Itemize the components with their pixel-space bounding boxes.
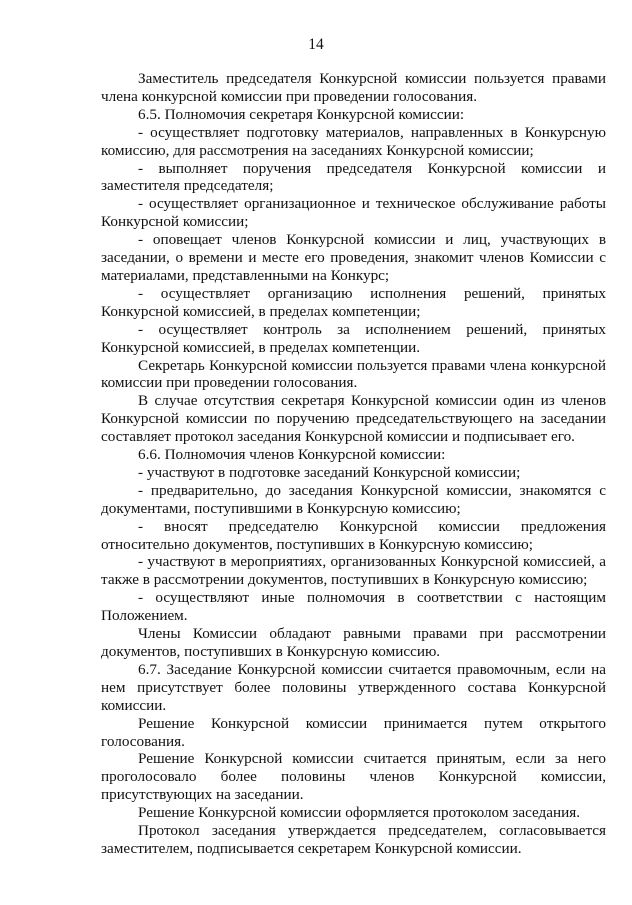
member-duty-prepare-meetings: - участвуют в подготовке заседаний Конкурсной комиссии; (138, 463, 521, 481)
secretary-duty-organizational-support: - осуществляет организационное и техническое обслуживание работы Конкурсной комиссии; (101, 195, 606, 231)
document-body (101, 70, 606, 858)
paragraph-equal-rights: Члены Комиссии обладают равными правами при рассмотрении документов, поступивших в Конкурсную комиссию. (101, 625, 606, 660)
paragraph-decision-adopted: Решение Конкурсной комиссии считается принятым, если за него проголосовало более половины членов Конкурсной комиссии, присутствующих на заседании. (101, 750, 606, 804)
section-6-6-heading: 6.6. Полномочия членов Конкурсной комиссии: (138, 446, 446, 464)
secretary-duty-execute-orders: - выполняет поручения председателя Конкурсной комиссии и заместителя председателя; (101, 159, 606, 195)
paragraph-protocol-approval: Протокол заседания утверждается председателем, согласовывается заместителем, подписывается секретарем Конкурсной комиссии. (101, 822, 606, 857)
paragraph-decision-protocol: Решение Конкурсной комиссии оформляется протоколом заседания. (138, 804, 581, 822)
section-6-5-heading: 6.5. Полномочия секретаря Конкурсной комиссии: (138, 105, 465, 123)
secretary-duty-prepare-materials: - осуществляет подготовку материалов, направленных в Конкурсную комиссию, для рассмотрения на заседаниях Конкурсной комиссии; (101, 123, 606, 159)
section-6-7-quorum: 6.7. Заседание Конкурсной комиссии считается правомочным, если на нем присутствует более половины утвержденного состава Конкурсной комиссии. (101, 660, 606, 714)
paragraph-secretary-rights: Секретарь Конкурсной комиссии пользуется правами члена конкурсной комиссии при проведении голосования. (101, 356, 606, 392)
paragraph-open-vote: Решение Конкурсной комиссии принимается путем открытого голосования. (101, 714, 606, 750)
secretary-duty-organize-execution: - осуществляет организацию исполнения решений, принятых Конкурсной комиссией, в пределах компетенции; (101, 284, 606, 320)
member-duty-review-documents: - предварительно, до заседания Конкурсной комиссии, знакомятся с документами, поступившими в Конкурсную комиссию; (101, 481, 606, 517)
paragraph-deputy-chair-rights: Заместитель председателя Конкурсной комиссии пользуется правами члена конкурсной комиссии при проведении голосования. (101, 70, 606, 105)
member-duty-submit-proposals: - вносят председателю Конкурсной комиссии предложения относительно документов, поступивших в Конкурсную комиссию; (101, 517, 606, 553)
paragraph-secretary-absence: В случае отсутствия секретаря Конкурсной комиссии один из членов Конкурсной комиссии по поручению председательствующего на заседании составляет протокол заседания Конкурсной комиссии и подписывает его. (101, 392, 606, 446)
member-duty-other-powers: - осуществляют иные полномочия в соответствии с настоящим Положением. (101, 589, 606, 625)
secretary-duty-notify-members: - оповещает членов Конкурсной комиссии и лиц, участвующих в заседании, о времени и месте его проведения, знакомит членов Комиссии с материалами, представленными на Конкурс; (101, 231, 606, 284)
page-number: 14 (308, 36, 324, 53)
secretary-duty-control-execution: - осуществляет контроль за исполнением решений, принятых Конкурсной комиссией, в пределах компетенции. (101, 320, 606, 356)
member-duty-participate-events: - участвуют в мероприятиях, организованных Конкурсной комиссией, а также в рассмотрении документов, поступивших в Конкурсную комиссию; (101, 553, 606, 589)
